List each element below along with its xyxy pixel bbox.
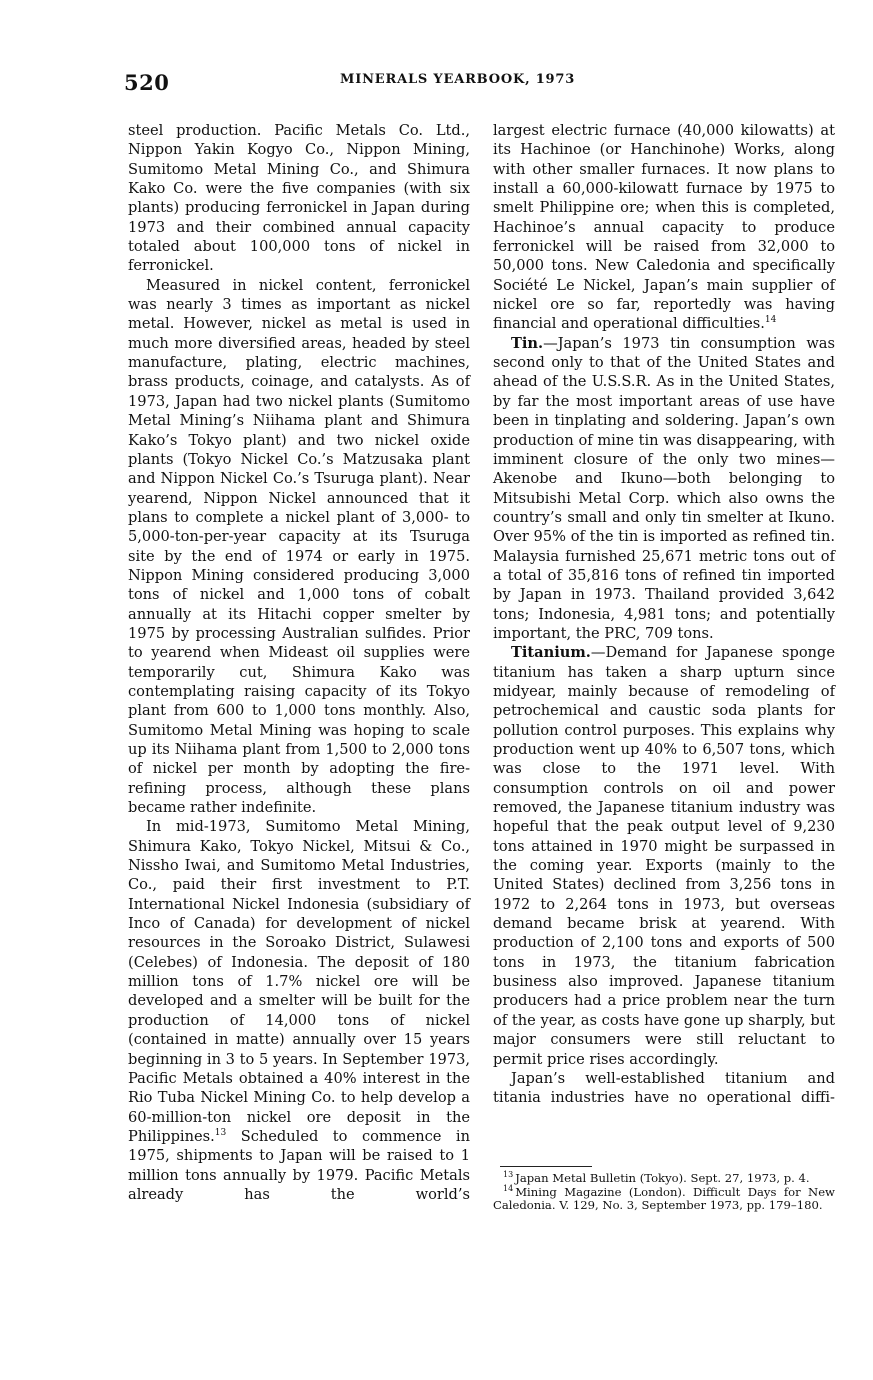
paragraph-text: —Demand for Japanese sponge titanium has taken a sharp upturn since midyear, mainly because of remodeling of petrochemical and caustic soda plants for pollution control purposes. This explains why production went up 40% to 6,507 tons, which was close to the 1971 level. With consumption controls on oil and power removed, the Japanese titanium industry was hopeful that the peak output level of 9,230 tons attained in 1970 might be surpassed in the coming year. Exports (mainly to the United States) declined from 3,256 tons in 1972 to 2,264 tons in 1973, but overseas demand became brisk at yearend. With production of 2,100 tons and exports of 500 tons in 1973, the titanium fabrication business also improved. Japanese titanium producers had a price problem near the turn of the year, as costs have gone up sharply, but major consumers were still reluctant to permit price rises accordingly. [493, 644, 835, 1068]
footnote-13 [493, 1172, 835, 1185]
paragraph-titanium [493, 643, 835, 1069]
paragraph-ferronickel-producers: steel production. Pacific Metals Co. Ltd., Nippon Yakin Kogyo Co., Nippon Mining, Sumitomo Metal Mining Co., and Shimura Kako Co. were the five companies (with six plants) producing ferronickel in Japan during 1973 and their combined annual capacity totaled about 100,000 tons of nickel in ferronickel. [128, 122, 470, 275]
footnote-text: Mining Magazine (London). Difficult Days for New Caledonia. V. 129, No. 3, September 1973, pp. 179–180. [493, 1185, 835, 1213]
paragraph-titania-industries: Japan’s well-established titanium and titania industries have no operational diffi- [493, 1069, 835, 1107]
running-head: MINERALS YEARBOOK, 1973 [340, 72, 576, 87]
paragraph-indonesia-investment [128, 817, 470, 1204]
footnote-number: 14 [503, 1184, 514, 1194]
right-column [493, 121, 835, 1108]
section-heading-titanium: Titanium. [511, 644, 591, 662]
footnote-14 [493, 1186, 835, 1212]
footnote-reference: 14 [764, 315, 777, 326]
footnotes [493, 1172, 835, 1214]
paragraph-text: —Japan’s 1973 tin consumption was second only to that of the United States and ahead of the U.S.S.R. As in the United States, by far the most important areas of use have been in tinplating and soldering. Japan’s own production of mine tin was disappearing, with imminent closure of the only two mines—Akenobe and Ikuno—both belonging to Mitsubishi Metal Corp. which also owns the country’s small and only tin smelter at Ikuno. Over 95% of the tin is imported as refined tin. Malaysia furnished 25,671 metric tons out of a total of 35,816 tons of refined tin imported by Japan in 1973. Thailand provided 3,642 tons; Indonesia, 4,981 tons; and potentially important, the PRC, 709 tons. [493, 334, 835, 642]
footnote-text: Japan Metal Bulletin (Tokyo). Sept. 27, 1973, p. 4. [515, 1171, 810, 1185]
section-heading-tin: Tin. [511, 334, 544, 352]
paragraph-text: In mid-1973, Sumitomo Metal Mining, Shimura Kako, Tokyo Nickel, Mitsui & Co., Nissho Iwai, and Sumitomo Metal Industries, Co., paid their first investment to P.T. International Nickel Indonesia (subsidiary of Inco of Canada) for development of nickel resources in the Soroako District, Sulawesi (Celebes) of Indonesia. The deposit of 180 million tons of 1.7% nickel ore will be developed and a smelter will be built for the production of 14,000 tons of nickel (contained in matte) annually over 15 years beginning in 3 to 5 years. In September 1973, Pacific Metals obtained a 40% interest in the Rio Tuba Nickel Mining Co. to help develop a 60-million-ton nickel ore deposit in the Philippines. [128, 818, 470, 1145]
footnote-number: 13 [503, 1170, 514, 1180]
paragraph-nickel-content: Measured in nickel content, ferronickel was nearly 3 times as important as nickel metal. However, nickel as metal is used in much more diversified areas, headed by steel manufacture, plating, electric machines, brass products, coinage, and catalysts. As of 1973, Japan had two nickel plants (Sumitomo Metal Mining’s Niihama plant and Shimura Kako’s Tokyo plant) and two nickel oxide plants (Tokyo Nickel Co.’s Matzusaka plant and Nippon Nickel Co.’s Tsuruga plant). Near yearend, Nippon Nickel announced that it plans to complete a nickel plant of 3,000- to 5,000-ton-per-year capacity at its Tsuruga site by the end of 1974 or early in 1975. Nippon Mining considered producing 3,000 tons of nickel and 1,000 tons of cobalt annually at its Hitachi copper smelter by 1975 by processing Australian sulfides. Prior to yearend when Mideast oil supplies were temporarily cut, Shimura Kako was contemplating raising capacity of its Tokyo plant from 600 to 1,000 tons monthly. Also, Sumitomo Metal Mining was hoping to scale up its Niihama plant from 1,500 to 2,000 tons of nickel per month by adopting the fire-refining process, although these plans became rather indefinite. [128, 276, 470, 817]
footnote-reference: 13 [214, 1128, 227, 1139]
paragraph-tin [493, 334, 835, 644]
paragraph-text: largest electric furnace (40,000 kilowatts) at its Hachinoe (or Hanchinohe) Works, along with other smaller furnaces. It now plans to install a 60,000-kilowatt furnace by 1975 to smelt Philippine ore; when this is completed, Hachinoe’s annual capacity to produce ferronickel will be raised from 32,000 to 50,000 tons. New Caledonia and specifically Société Le Nickel, Japan’s main supplier of nickel ore so far, reportedly was having financial and operational difficulties. [493, 122, 835, 333]
left-column [128, 121, 470, 1204]
paragraph-text: Scheduled to commence in 1975, shipments to Japan will be raised to 1 million tons annually by 1979. Pacific Metals already has the world’s [128, 1127, 470, 1203]
page-number: 520 [124, 70, 170, 95]
paragraph-hachinoe-works [493, 121, 835, 334]
footnote-divider [500, 1166, 592, 1167]
